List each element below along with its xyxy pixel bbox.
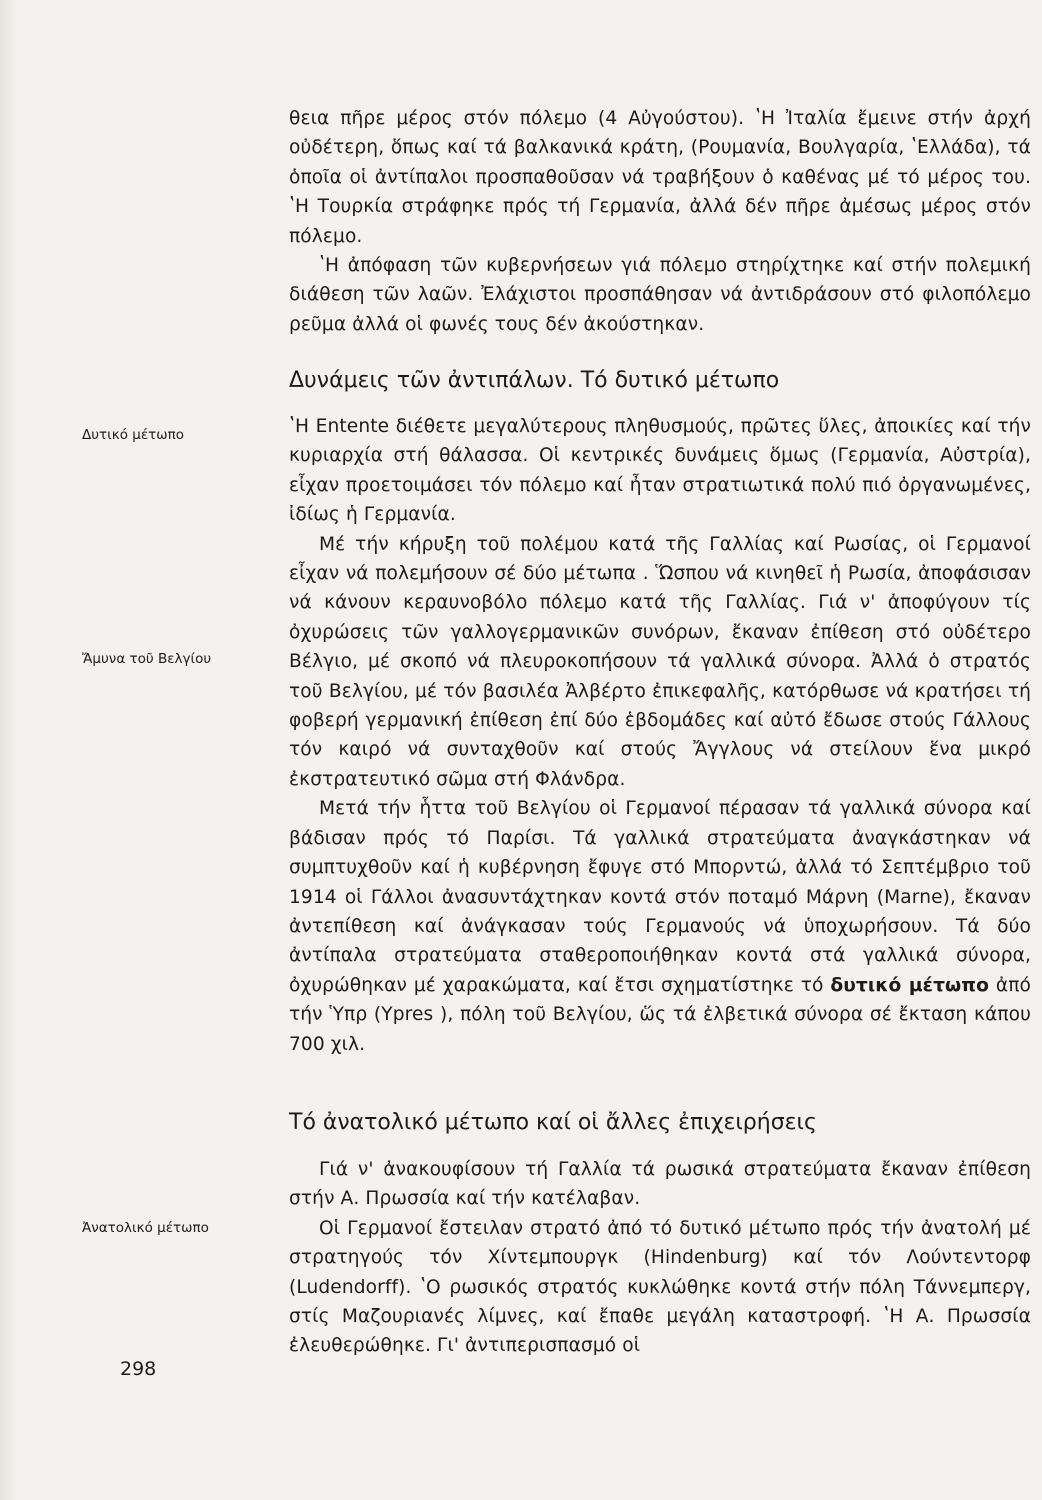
east-text-block	[289, 1155, 1031, 1361]
paragraph-text: Μετά τήν ἧττα τοῦ Βελγίου οἱ Γερμανοί πέρασαν τά γαλλικά σύνορα καί βάδισαν πρός τό Παρίσι. Τά γαλλικά στρατεύματα ἀναγκάστηκαν νά συμπτυχθοῦν καί ἡ κυβέρνηση ἔφυγε στό Μπορντώ, ἀλλά τό Σεπτέμβριο τοῦ 1914 οἱ Γάλλοι ἀνασυντάχτηκαν κοντά στόν ποταμό Μάρνη (Marne), ἔκαναν ἀντεπίθεση καί ἀνάγκασαν τούς Γερμανούς νά ὑποχωρήσουν. Τά δύο ἀντίπαλα στρατεύματα σταθεροποιήθηκαν κοντά στά γαλλικά σύνορα, ὀχυρώθηκαν μέ χαρακώματα, καί ἔτσι σχηματίστηκε τό	[289, 798, 1031, 996]
paragraph-text: ἀπό τήν Ὑπρ (Ypres ), πόλη τοῦ Βελγίου, ὥς τά ἐλβετικά σύνορα σέ ἔκταση κάπου 700 χιλ.	[289, 974, 1031, 1055]
margin-note-eastern-front: Ἀνατολικό μέτωπο	[82, 1220, 209, 1236]
intro-text-block	[289, 104, 1031, 339]
section-heading-west: Δυνάμεις τῶν ἀντιπάλων. Τό δυτικό μέτωπο	[289, 368, 780, 393]
paragraph: Οἱ Γερμανοί ἔστειλαν στρατό ἀπό τό δυτικό μέτωπο πρός τήν ἀνατολή μέ στρατηγούς τόν Χίντεμπουργκ (Hindenburg) καί τόν Λούντεντορφ (Ludendorff). ʽΟ ρωσικός στρατός κυκλώθηκε κοντά στήν πόλη Τάννεμπεργ, στίς Μαζουριανές λίμνες, καί ἔπαθε μεγάλη καταστροφή. ʽΗ Α. Πρωσσία ἐλευθερώθηκε. Γι' ἀντιπερισπασμό οἱ	[289, 1217, 1031, 1357]
paragraph	[289, 794, 1031, 1059]
paragraph: ʽΗ Entente διέθετε μεγαλύτερους πληθυσμούς, πρῶτες ὕλες, ἀποικίες καί τήν κυριαρχία στή θάλασσα. Οἱ κεντρικές δυνάμεις ὅμως (Γερμανία, Αὐστρία), εἶχαν προετοιμάσει τόν πόλεμο καί ἦταν στρατιωτικά πολύ πιό ὀργανωμένες, ἰδίως ἡ Γερμανία.	[289, 416, 1031, 526]
section-heading-east: Τό ἀνατολικό μέτωπο καί οἱ ἄλλες ἐπιχειρήσεις	[289, 1110, 817, 1135]
paragraph: Μέ τήν κήρυξη τοῦ πολέμου κατά τῆς Γαλλίας καί Ρωσίας, οἱ Γερμανοί εἶχαν νά πολεμήσουν σέ δύο μέτωπα . Ὥσπου νά κινηθεῖ ἡ Ρωσία, ἀποφάσισαν νά κάνουν κεραυνοβόλο πόλεμο κατά τῆς Γαλλίας. Γιά ν' ἀποφύγουν τίς ὀχυρώσεις τῶν γαλλογερμανικῶν συνόρων, ἔκαναν ἐπίθεση στό οὐδέτερο Βέλγιο, μέ σκοπό νά πλευροκοπήσουν τά γαλλικά σύνορα. Ἀλλά ὁ στρατός τοῦ Βελγίου, μέ τόν βασιλέα Ἀλβέρτο ἐπικεφαλῆς, κατόρθωσε νά κρατήσει τή φοβερή γερμανική ἐπίθεση ἐπί δύο ἑβδομάδες καί αὐτό ἔδωσε στούς Γάλλους τόν καιρό νά συνταχθοῦν καί στούς Ἄγγλους νά στείλουν ἕνα μικρό ἐκστρατευτικό σῶμα στή Φλάνδρα.	[289, 533, 1031, 790]
page-gutter-shadow	[0, 0, 18, 1500]
margin-note-western-front: Δυτικό μέτωπο	[82, 427, 184, 443]
margin-note-belgium-defence: Ἄμυνα τοῦ Βελγίου	[82, 651, 212, 667]
bold-term: δυτικό μέτωπο	[830, 974, 989, 996]
paragraph: ʽΗ ἀπόφαση τῶν κυβερνήσεων γιά πόλεμο στηρίχτηκε καί στήν πολεμική διάθεση τῶν λαῶν. Ἐλάχιστοι προσπάθησαν νά ἀντιδράσουν στό φιλοπόλεμο ρεῦμα ἀλλά οἱ φωνές τους δέν ἀκούστηκαν.	[289, 255, 1031, 335]
paragraph: Γιά ν' ἀνακουφίσουν τή Γαλλία τά ρωσικά στρατεύματα ἔκαναν ἐπίθεση στήν Α. Πρωσσία καί τήν κατέλαβαν.	[289, 1159, 1031, 1210]
paragraph: θεια πῆρε μέρος στόν πόλεμο (4 Αὐγούστου). ʽΗ Ἰταλία ἔμεινε στήν ἀρχή οὐδέτερη, ὅπως καί τά βαλκανικά κράτη, (Ρουμανία, Βουλγαρία, ʽΕλλάδα), τά ὁποῖα οἱ ἀντίπαλοι προσπαθοῦσαν νά τραβήξουν ὁ καθένας μέ τό μέρος του. ʽΗ Τουρκία στράφηκε πρός τή Γερμανία, ἀλλά δέν πῆρε ἀμέσως μέρος στόν πόλεμο.	[289, 108, 1031, 247]
page-number: 298	[120, 1358, 157, 1380]
west-text-block	[289, 412, 1031, 1059]
